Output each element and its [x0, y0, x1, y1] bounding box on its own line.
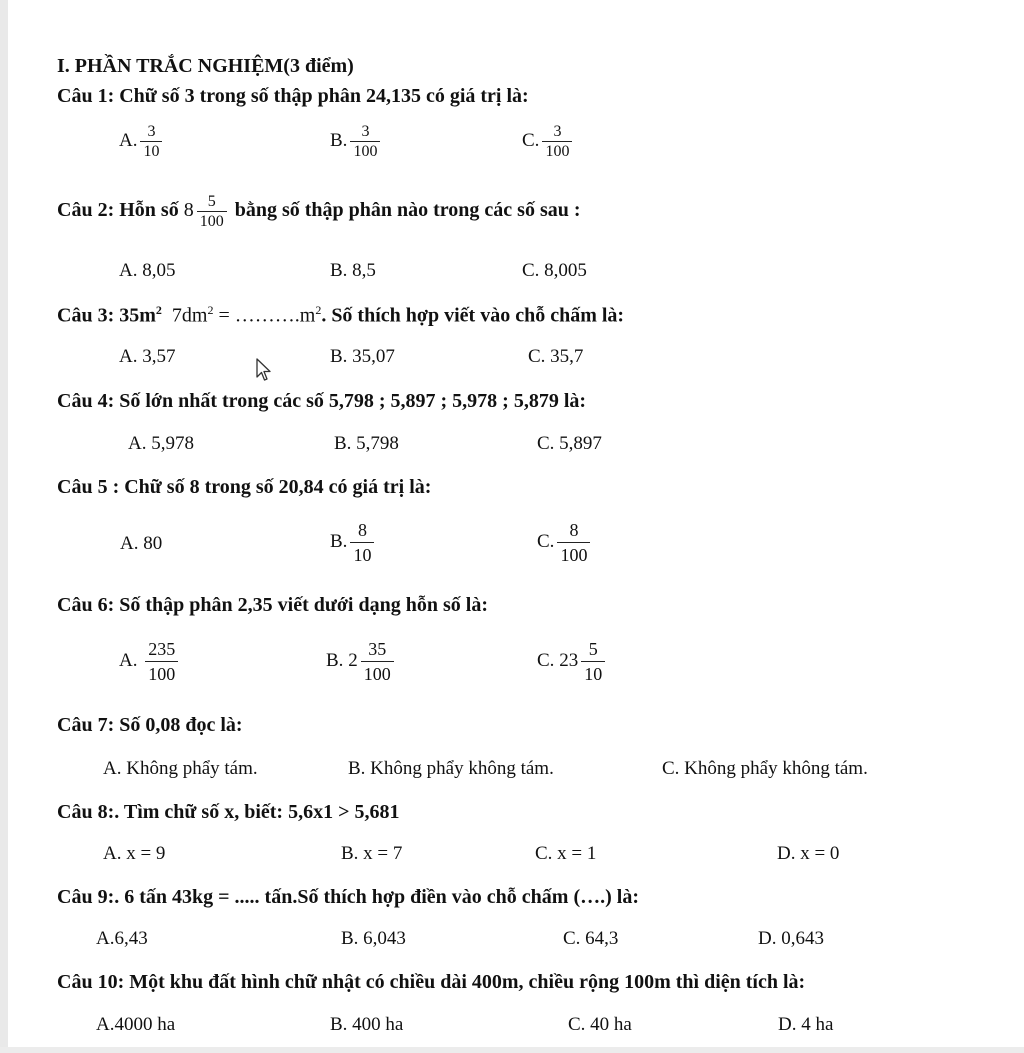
mixed-whole: 8 [183, 199, 194, 222]
q10-option-d: D. 4 ha [778, 1014, 834, 1035]
question-text: Một khu đất hình chữ nhật có chiều dài 400m, chiều rộng 100m thì diện tích là: [129, 971, 806, 993]
exponent: 2 [207, 303, 214, 317]
question-text: bằng số thập phân nào trong các số sau : [234, 199, 581, 222]
question-label: Câu 2: [57, 199, 115, 222]
fraction: $\frac{8}{100}$ [557, 518, 590, 567]
question-10 [57, 971, 805, 994]
question-label: Câu 8:. [57, 801, 120, 823]
mouse-cursor-icon [256, 358, 272, 382]
question-text: Chữ số 8 trong số 20,84 có giá trị là: [124, 476, 432, 498]
question-label: Câu 3: [57, 304, 115, 327]
mixed-whole: 23 [559, 649, 579, 671]
option-letter: A. [119, 129, 138, 151]
q9-option-d: D. 0,643 [758, 928, 824, 949]
q1-option-c [522, 122, 575, 161]
q10-option-b: B. 400 ha [330, 1014, 404, 1035]
q9-option-b: B. 6,043 [341, 928, 406, 949]
q4-option-c: C. 5,897 [537, 433, 602, 454]
q9-option-a: A.6,43 [96, 928, 148, 949]
q6-option-c [537, 637, 608, 686]
q6-option-b [326, 637, 397, 686]
fraction: $\frac{35}{100}$ [361, 637, 394, 686]
question-text: Tìm chữ số x, biết: 5,6x1 > 5,681 [123, 801, 400, 823]
q5-option-a: A. 80 [120, 533, 163, 554]
option-letter: C. [537, 649, 555, 671]
question-1 [57, 85, 529, 108]
q2-option-a: A. 8,05 [119, 260, 176, 281]
option-letter: C. [522, 129, 540, 151]
option-letter: A. [119, 649, 138, 671]
q8-option-c: C. x = 1 [535, 843, 597, 864]
q8-option-a: A. x = 9 [103, 843, 166, 864]
q7-option-c: C. Không phẩy không tám. [662, 758, 868, 779]
question-4 [57, 390, 586, 413]
q10-option-c: C. 40 ha [568, 1014, 632, 1035]
option-letter: B. [326, 649, 344, 671]
question-label: Câu 1: [57, 85, 115, 107]
option-letter: B. [330, 129, 348, 151]
question-6 [57, 594, 488, 617]
option-letter: B. [330, 530, 348, 552]
question-3 [57, 303, 624, 328]
mixed-whole: 2 [348, 649, 358, 671]
fraction: $\frac{5}{100}$ [197, 192, 227, 231]
q6-option-a [119, 637, 181, 686]
question-8 [57, 801, 400, 824]
exponent: 2 [315, 303, 322, 317]
q4-option-b: B. 5,798 [334, 433, 399, 454]
question-text: Số lớn nhất trong các số 5,798 ; 5,897 ; 5,978 ; 5,879 là: [119, 390, 587, 412]
question-5 [57, 476, 431, 499]
question-7 [57, 714, 243, 737]
question-text: Chữ số 3 trong số thập phân 24,135 có giá trị là: [119, 85, 529, 107]
fraction: $\frac{3}{100}$ [350, 122, 380, 161]
page-bottom-edge [0, 1047, 1024, 1053]
fraction: $\frac{235}{100}$ [145, 637, 178, 686]
fraction: $\frac{8}{10}$ [350, 518, 374, 567]
expr-part: 7dm [171, 304, 208, 327]
question-label: Câu 4: [57, 390, 115, 412]
question-label: Câu 9:. [57, 886, 120, 908]
q7-option-a: A. Không phẩy tám. [103, 758, 258, 779]
q1-option-a [119, 122, 165, 161]
q3-option-b: B. 35,07 [330, 346, 395, 367]
question-text: . Số thích hợp viết vào chỗ chấm là: [321, 304, 625, 327]
q4-option-a: A. 5,978 [128, 433, 194, 454]
question-text: Số 0,08 đọc là: [119, 714, 243, 736]
q3-option-a: A. 3,57 [119, 346, 176, 367]
section-title: I. PHẦN TRẮC NGHIỆM(3 điểm) [57, 55, 354, 77]
page-left-edge [0, 0, 8, 1053]
fraction: $\frac{3}{100}$ [542, 122, 572, 161]
fraction: $\frac{3}{10}$ [140, 122, 162, 161]
question-label: Câu 7: [57, 714, 115, 736]
question-2 [57, 192, 581, 231]
question-9 [57, 886, 639, 909]
q5-option-c [537, 518, 593, 567]
q8-option-b: B. x = 7 [341, 843, 403, 864]
q3-option-c: C. 35,7 [528, 346, 584, 367]
q2-option-c: C. 8,005 [522, 260, 587, 281]
q7-option-b: B. Không phẩy không tám. [348, 758, 554, 779]
question-text: Số thập phân 2,35 viết dưới dạng hỗn số là: [119, 594, 488, 616]
q9-option-c: C. 64,3 [563, 928, 619, 949]
question-label: Câu 5 : [57, 476, 120, 498]
question-text: Hỗn số [119, 199, 179, 222]
expr-part: 35m [119, 304, 156, 327]
q1-option-b [330, 122, 383, 161]
question-text: 6 tấn 43kg = ..... tấn.Số thích hợp điền vào chỗ chấm (….) là: [124, 886, 639, 908]
fraction: $\frac{5}{10}$ [581, 637, 605, 686]
q10-option-a: A.4000 ha [96, 1014, 176, 1035]
expr-part: = ……….m [218, 304, 316, 327]
question-label: Câu 6: [57, 594, 115, 616]
exponent: 2 [155, 303, 162, 317]
q8-option-d: D. x = 0 [777, 843, 840, 864]
q5-option-b [330, 518, 377, 567]
q2-option-b: B. 8,5 [330, 260, 376, 281]
question-label: Câu 10: [57, 971, 125, 993]
option-letter: C. [537, 530, 555, 552]
